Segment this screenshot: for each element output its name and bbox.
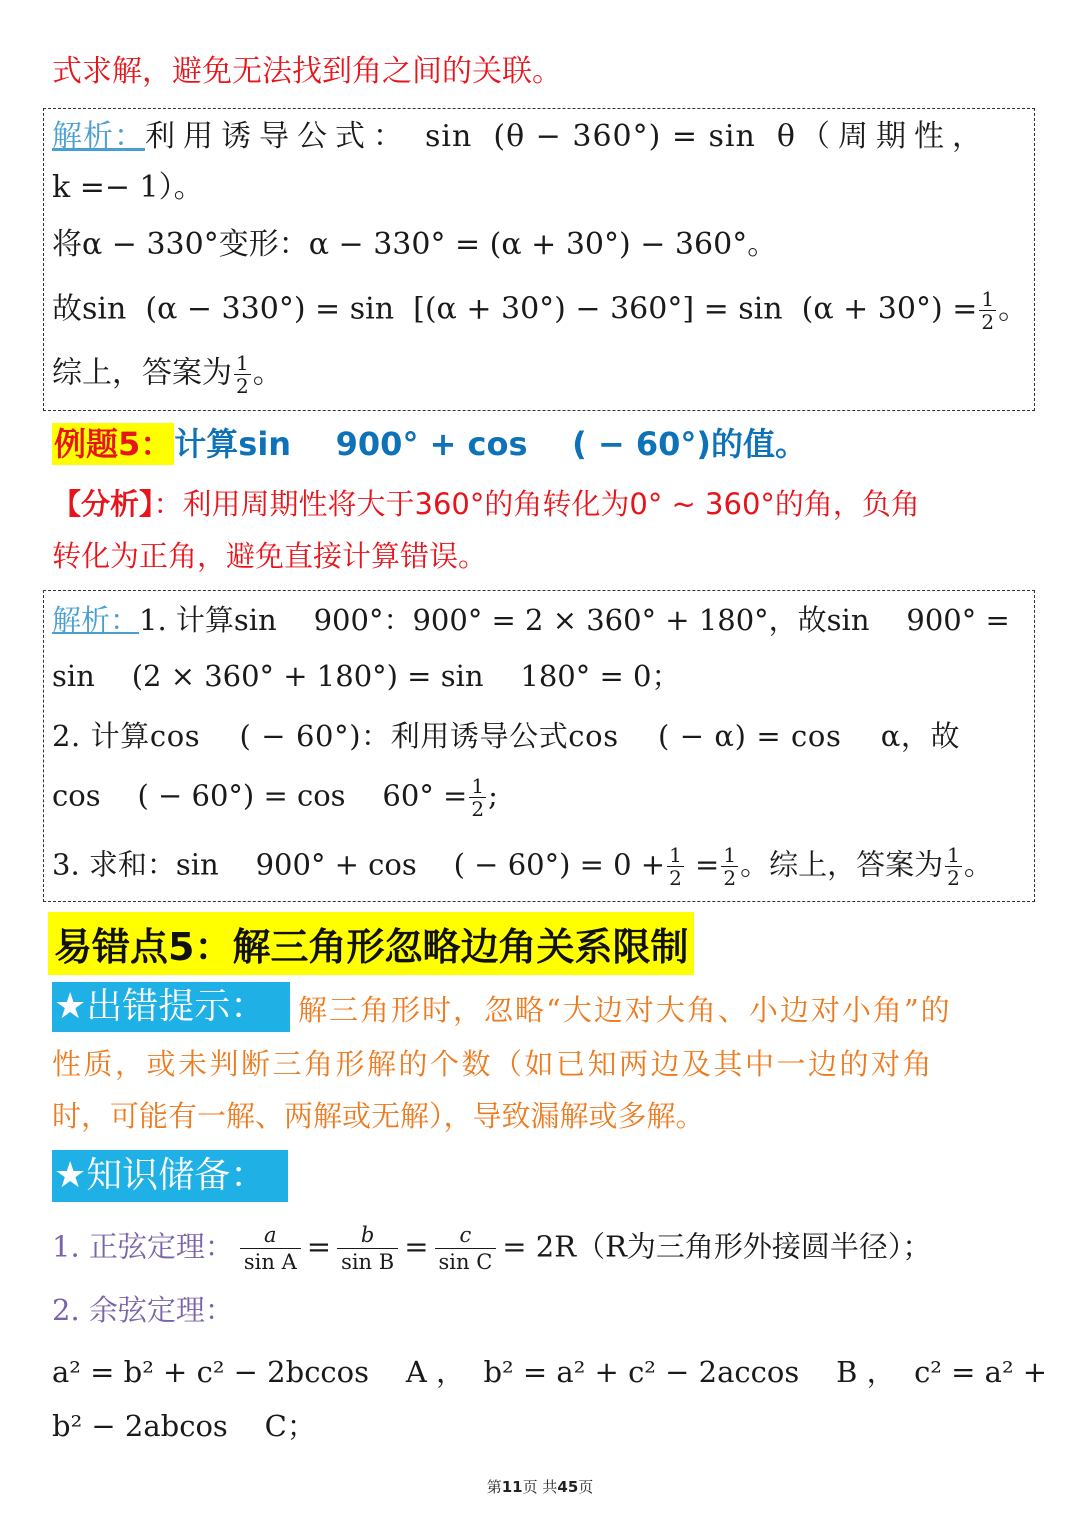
pitfall-5-heading: 易错点5：解三角形忽略边角关系限制 bbox=[48, 912, 694, 975]
box1-l4-half: $\frac{1}{2}$ bbox=[981, 287, 995, 334]
cos-law-line-1: a² = b² + c² − 2bccos A ， b² = a² + c² − 2accos B ， c² = a² + bbox=[52, 1355, 1048, 1389]
box2-l4-end: ; bbox=[488, 778, 498, 813]
box1-l5-a: 综上，答案为 bbox=[52, 355, 232, 391]
box1-line-5 bbox=[52, 352, 283, 397]
footer-post: 页 bbox=[578, 1478, 594, 1496]
box2-label: 解析： bbox=[52, 603, 140, 637]
box1-l4-end: 。 bbox=[998, 291, 1029, 327]
box2-line-1 bbox=[52, 600, 1010, 640]
box2-l4-half: $\frac{1}{2}$ bbox=[471, 774, 485, 821]
box2-l5-end: 。 bbox=[963, 847, 993, 882]
box1-line-1 bbox=[52, 117, 990, 157]
box2-l4-a: cos ( − 60°) = cos 60° = bbox=[52, 778, 468, 813]
box1-l3-c: 变形： bbox=[218, 227, 309, 262]
error-tip-label: ★出错提示： bbox=[52, 982, 290, 1032]
cos-law-label: 2. 余弦定理： bbox=[52, 1293, 234, 1327]
sine-law-label: 1. 正弦定理： bbox=[52, 1229, 234, 1264]
box1-l3-d: α − 330° = (α + 30°) − 360° bbox=[308, 227, 748, 262]
frac-a: $\frac{a}{\text{sin A}}$ bbox=[240, 1222, 301, 1275]
footer-mid: 页 共 bbox=[522, 1478, 558, 1496]
box2-line-3: 2. 计算cos ( − 60°)：利用诱导公式cos ( − α) = cos α，故 bbox=[52, 719, 961, 753]
box1-l1-math: sin (θ − 360°) = sin θ bbox=[425, 119, 796, 154]
box1-l4-b: sin (α − 330°) = sin [(α + 30°) − 360°] = sin (α + 30°) = bbox=[82, 291, 978, 327]
box1-l1-tail: （周期性， bbox=[799, 119, 990, 154]
page-footer bbox=[0, 1476, 1080, 1497]
box1-line-2: k =− 1）。 bbox=[52, 170, 204, 205]
box2-line-5 bbox=[52, 844, 993, 889]
example-5-heading bbox=[52, 420, 807, 468]
box2-line-2: sin (2 × 360° + 180°) = sin 180° = 0； bbox=[52, 659, 681, 693]
box2-l5-eq: = bbox=[685, 847, 720, 882]
knowledge-label: ★知识储备： bbox=[52, 1150, 288, 1202]
box1-l3-b: α − 330° bbox=[82, 227, 219, 262]
error-tip-text-3: 时，可能有一解、两解或无解），导致漏解或多解。 bbox=[52, 1099, 705, 1133]
box2-l5-half-2: $\frac{1}{2}$ bbox=[723, 843, 737, 890]
box2-line-4 bbox=[52, 775, 498, 820]
analysis-5-line-2: 转化为正角，避免直接计算错误。 bbox=[52, 539, 488, 573]
box1-l5-half: $\frac{1}{2}$ bbox=[236, 351, 249, 398]
frac-c: $\frac{c}{\text{sin C}}$ bbox=[435, 1222, 497, 1275]
box2-l5-b: 。综上，答案为 bbox=[740, 847, 944, 882]
box1-l5-end: 。 bbox=[252, 355, 283, 391]
cos-law-line-2: b² − 2abcos C； bbox=[52, 1409, 316, 1443]
analysis-5-text1: ：利用周期性将大于360°的角转化为0° ~ 360°的角，负角 bbox=[153, 487, 920, 521]
box1-line-3 bbox=[52, 225, 777, 265]
sine-law-line: 1. 正弦定理： $\frac{a}{\text{sin A}}$ = $\frac{b}{\text{sin B}}$ = $\frac{c}{\text{sin C}}$ = 2R（R为三角形外接圆半径）； bbox=[52, 1223, 932, 1274]
frac-b: $\frac{b}{\text{sin B}}$ bbox=[337, 1222, 398, 1275]
error-tip-text-1: 解三角形时，忽略“大边对大角、小边对小角”的 bbox=[298, 993, 952, 1027]
footer-total-pages: 45 bbox=[557, 1478, 579, 1496]
footer-page-number: 11 bbox=[501, 1478, 523, 1496]
box1-l1-text: 利用诱导公式： bbox=[145, 119, 411, 154]
box1-l3-a: 将 bbox=[52, 227, 82, 262]
error-tip-text-2: 性质，或未判断三角形解的个数（如已知两边及其中一边的对角 bbox=[52, 1047, 935, 1081]
box1-l4-a: 故 bbox=[52, 291, 82, 327]
box2-l5-half-3: $\frac{1}{2}$ bbox=[947, 843, 960, 890]
analysis-5-line-1 bbox=[52, 484, 920, 524]
box2-l1-text: 1. 计算sin 900°：900° = 2 × 360° + 180°，故sin 900° = bbox=[139, 603, 1010, 637]
box2-l5-a: 3. 求和：sin 900° + cos ( − 60°) = 0 + bbox=[52, 847, 666, 882]
box1-label: 解析： bbox=[52, 119, 145, 154]
example-5-question: 计算sin 900° + cos ( − 60°)的值。 bbox=[174, 425, 807, 463]
top-line: 式求解，避免无法找到角之间的关联。 bbox=[52, 54, 562, 89]
box1-l3-e: 。 bbox=[747, 227, 778, 262]
sine-law-tail: = 2R（R为三角形外接圆半径）； bbox=[502, 1229, 932, 1264]
box2-l5-half-1: $\frac{1}{2}$ bbox=[669, 843, 682, 890]
footer-pre: 第 bbox=[486, 1478, 502, 1496]
analysis-5-label: 【分析】 bbox=[52, 487, 154, 521]
example-5-label: 例题5： bbox=[54, 425, 173, 463]
box1-line-4 bbox=[52, 288, 1028, 333]
